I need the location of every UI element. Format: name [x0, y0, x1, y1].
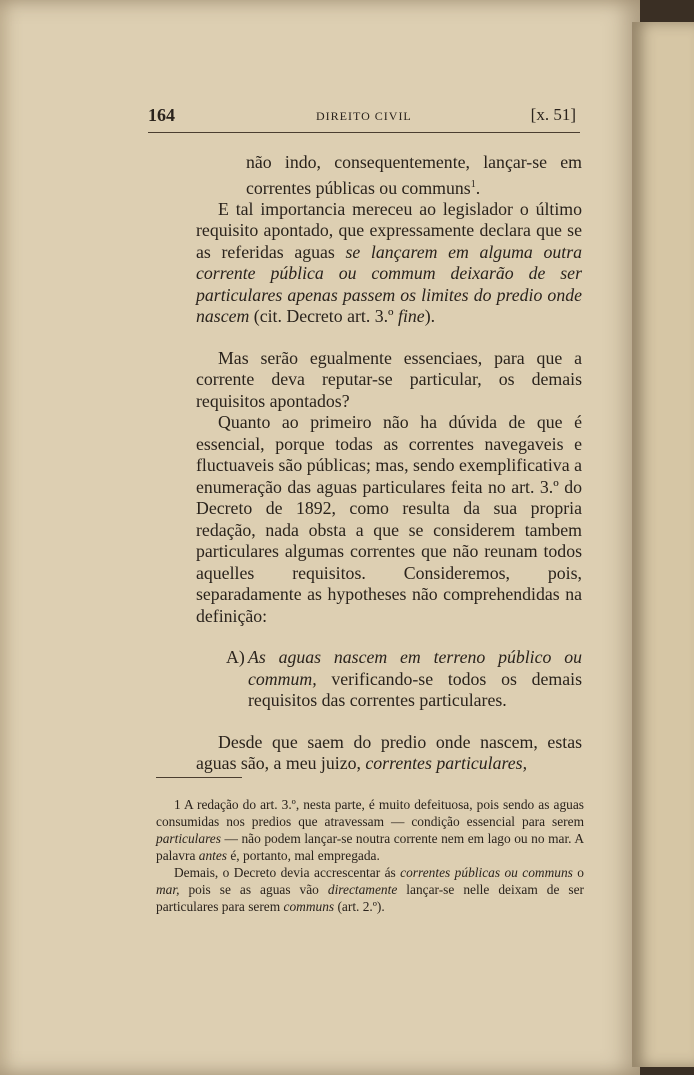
- footnote-1-text-b: — não podem lançar-se noutra corrente nem em lago ou no mar. A palavra: [156, 831, 584, 863]
- paragraph-1-end: .: [475, 177, 481, 198]
- footnote-2: [156, 864, 584, 915]
- spacer: [196, 328, 582, 348]
- paragraph-1: [196, 152, 582, 199]
- footnote-1-text-c: é, portanto, mal empregada.: [227, 848, 380, 863]
- list-item-label: A): [226, 647, 245, 668]
- paragraph-2-text: E tal importancia mereceu ao legislador o último requisito apontado, que expressamente declara que se as referidas aguas: [196, 198, 582, 262]
- footnote-2-italic-c: directamente: [327, 882, 398, 897]
- footnote-2-text-e: (art. 2.º).: [334, 899, 385, 914]
- running-title: DIREITO CIVIL: [316, 109, 412, 123]
- footnote-2-italic-b: mar,: [156, 882, 180, 897]
- footnote-2-italic-d: communs: [283, 899, 335, 914]
- list-item-a: [196, 647, 582, 712]
- paragraph-5-text: Desde que saem do predio onde nascem, estas aguas são, a meu juizo,: [196, 731, 582, 774]
- footnote-2-text: Demais, o Decreto devia accrescentar ás: [174, 865, 401, 880]
- paragraph-5-italic: correntes particulares,: [365, 753, 528, 774]
- header-rule: [148, 132, 580, 133]
- footnote-ref-1[interactable]: 1: [470, 178, 476, 190]
- footnote-2-text-d: lançar-se nelle deixam de ser particulares para serem: [156, 882, 584, 914]
- next-page-edge: [632, 22, 694, 1067]
- footnotes: [156, 796, 584, 915]
- main-text: [196, 152, 582, 775]
- list-item-text: verificando-se todos os demais requisitos das correntes particulares.: [248, 668, 582, 711]
- footnote-2-italic: correntes públicas ou communs: [400, 865, 573, 880]
- paragraph-1-text: não indo, consequentemente, lançar-se em correntes públicas ou communs: [246, 152, 582, 198]
- paragraph-2-fine: fine: [398, 306, 425, 327]
- page-number: 164: [148, 105, 175, 125]
- footnote-rule: [156, 777, 242, 778]
- footnote-1-number: 1: [174, 797, 181, 812]
- paragraph-5: [196, 732, 582, 775]
- paragraph-2-italic: se lançarem em alguma outra corrente pública ou commum deixarão de ser particulares apenas passem os limites do predio onde nascem: [196, 241, 583, 327]
- paragraph-2-text-c: ).: [424, 306, 436, 327]
- footnote-1: [156, 796, 584, 864]
- paragraph-4: Quanto ao primeiro não ha dúvida de que é essencial, porque todas as correntes navegaveis e fluctuaveis são públicas; mas, sendo exemplificativa a enumeração das aguas particulares feita no art. 3.º do Decreto de 1892, como resulta da sua propria redação, nada obsta a que se considerem tambem particulares algumas correntes que não reunam todos aquelles requisitos. Consideremos, pois, separadamente as hypotheses não comprehendidas na definição:: [196, 412, 582, 626]
- paragraph-3: Mas serão egualmente essenciaes, para que a corrente deva reputar-se particular, os demais requisitos apontados?: [196, 347, 582, 411]
- paragraph-2-text-b: (cit. Decreto art. 3.º: [249, 306, 399, 327]
- footnote-1-text: A redação do art. 3.º, nesta parte, é muito defeituosa, pois sendo as aguas consumidas nos predios que atravessam — condição essencial para serem: [156, 797, 584, 829]
- running-header: [148, 105, 580, 127]
- spacer: [196, 712, 582, 732]
- footnote-2-text-b: o: [572, 865, 584, 880]
- section-marker: [x. 51]: [530, 105, 576, 124]
- list-item-italic: As aguas nascem em terreno público ou commum,: [248, 647, 582, 689]
- footnote-1-italic-b: antes: [198, 848, 228, 863]
- footnote-1-italic: particulares: [156, 831, 221, 846]
- paragraph-2: [196, 199, 582, 328]
- footnote-2-text-c: pois se as aguas vão: [179, 882, 328, 897]
